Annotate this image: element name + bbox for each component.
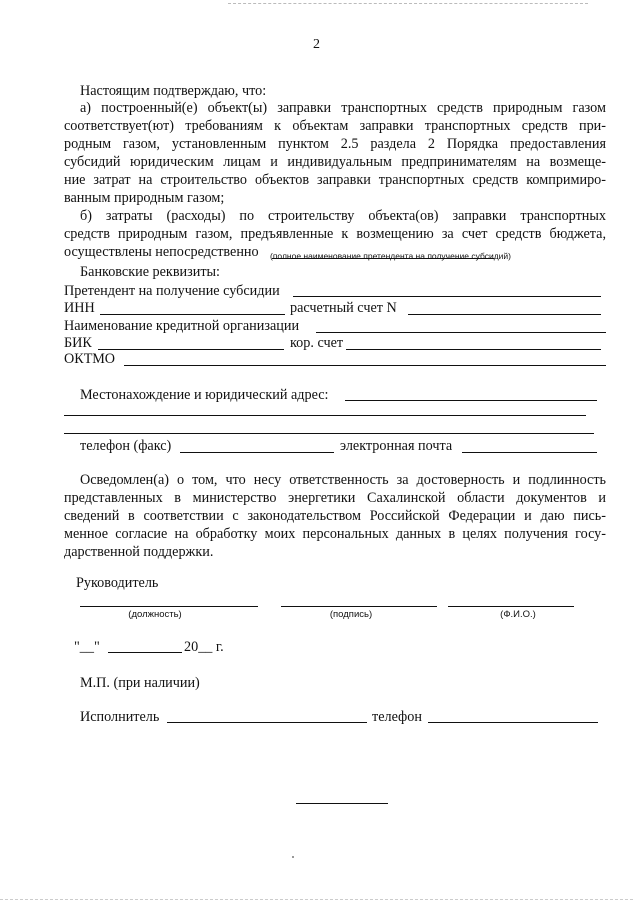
email-field[interactable] xyxy=(462,452,597,453)
date-year[interactable]: 20__ г. xyxy=(184,639,224,655)
para-b-line-3: осуществлены непосредственно xyxy=(64,244,259,260)
para-a-line-3: родным газом, установленным пунктом 2.5 раздела 2 Порядка предоставления xyxy=(64,136,606,152)
position-field[interactable] xyxy=(80,606,258,607)
bik-label: БИК xyxy=(64,335,92,351)
position-caption: (должность) xyxy=(128,609,182,620)
para-a-line-4: субсидий юридическим лицам и индивидуальным предпринимателям на возмеще- xyxy=(64,154,606,170)
para-b-line-2: средств природным газом, предъявленные к возмещению за счет средств бюджета, xyxy=(64,226,606,242)
credit-org-label: Наименование кредитной организации xyxy=(64,318,300,334)
scan-edge-line xyxy=(228,3,588,4)
executor-label: Исполнитель xyxy=(80,709,160,725)
date-day[interactable]: "__" xyxy=(74,639,100,655)
scan-edge-bottom xyxy=(0,899,633,900)
corr-account-field[interactable] xyxy=(346,349,601,350)
consent-line-1: Осведомлен(а) о том, что несу ответственность за достоверность и подлинность xyxy=(80,472,606,488)
applicant-field[interactable] xyxy=(293,296,601,297)
page-number: 2 xyxy=(313,37,320,52)
email-label: электронная почта xyxy=(340,438,453,454)
applicant-label: Претендент на получение субсидии xyxy=(64,283,280,299)
closing-separator xyxy=(296,803,388,804)
address-field-3[interactable] xyxy=(64,433,594,434)
applicant-name-caption: (полное наименование претендента на получение субсидий) xyxy=(269,251,512,261)
date-month-field[interactable] xyxy=(108,652,182,653)
oktmo-label: ОКТМО xyxy=(64,351,116,367)
para-b-line-1: б) затраты (расходы) по строительству объекта(ов) заправки транспортных xyxy=(80,208,606,224)
confirm-intro: Настоящим подтверждаю, что: xyxy=(80,83,267,99)
para-a-line-2: соответствует(ют) требованиям к объектам заправки транспортных средств при- xyxy=(64,118,606,134)
para-a-line-5: ние затрат на строительство объектов заправки транспортных средств компримиро- xyxy=(64,172,606,188)
inn-field[interactable] xyxy=(100,314,285,315)
full-name-field[interactable] xyxy=(448,606,574,607)
consent-line-4: менное согласие на обработку моих персональных данных в целях получения госу- xyxy=(64,526,606,542)
address-field-1[interactable] xyxy=(345,400,597,401)
account-field[interactable] xyxy=(408,314,601,315)
bank-title: Банковские реквизиты: xyxy=(80,264,220,280)
address-label: Местонахождение и юридический адрес: xyxy=(80,387,329,403)
oktmo-field[interactable] xyxy=(124,365,606,366)
head-label: Руководитель xyxy=(76,575,159,591)
para-a-line-6: ванным природным газом; xyxy=(64,190,225,206)
bik-field[interactable] xyxy=(98,349,284,350)
consent-line-3: сведений в соответствии с законодательством Российской Федерации и даю пись- xyxy=(64,508,606,524)
signature-caption: (подпись) xyxy=(329,609,373,620)
stamp-label: М.П. (при наличии) xyxy=(80,675,200,691)
account-label: расчетный счет N xyxy=(290,300,397,316)
para-a-line-1: а) построенный(е) объект(ы) заправки транспортных средств природным газом xyxy=(80,100,606,116)
executor-field[interactable] xyxy=(167,722,367,723)
signature-field[interactable] xyxy=(281,606,437,607)
executor-phone-field[interactable] xyxy=(428,722,598,723)
full-name-caption: (Ф.И.О.) xyxy=(500,609,536,620)
corr-account-label: кор. счет xyxy=(290,335,344,351)
consent-line-5: дарственной поддержки. xyxy=(64,544,214,560)
inn-label: ИНН xyxy=(64,300,95,316)
consent-line-2: представленных в министерство энергетики Сахалинской области документов и xyxy=(64,490,606,506)
phone-fax-field[interactable] xyxy=(180,452,334,453)
phone-fax-label: телефон (факс) xyxy=(80,438,172,454)
executor-phone-label: телефон xyxy=(372,709,422,725)
address-field-2[interactable] xyxy=(64,415,586,416)
scan-speck xyxy=(292,856,294,858)
credit-org-field[interactable] xyxy=(316,332,606,333)
